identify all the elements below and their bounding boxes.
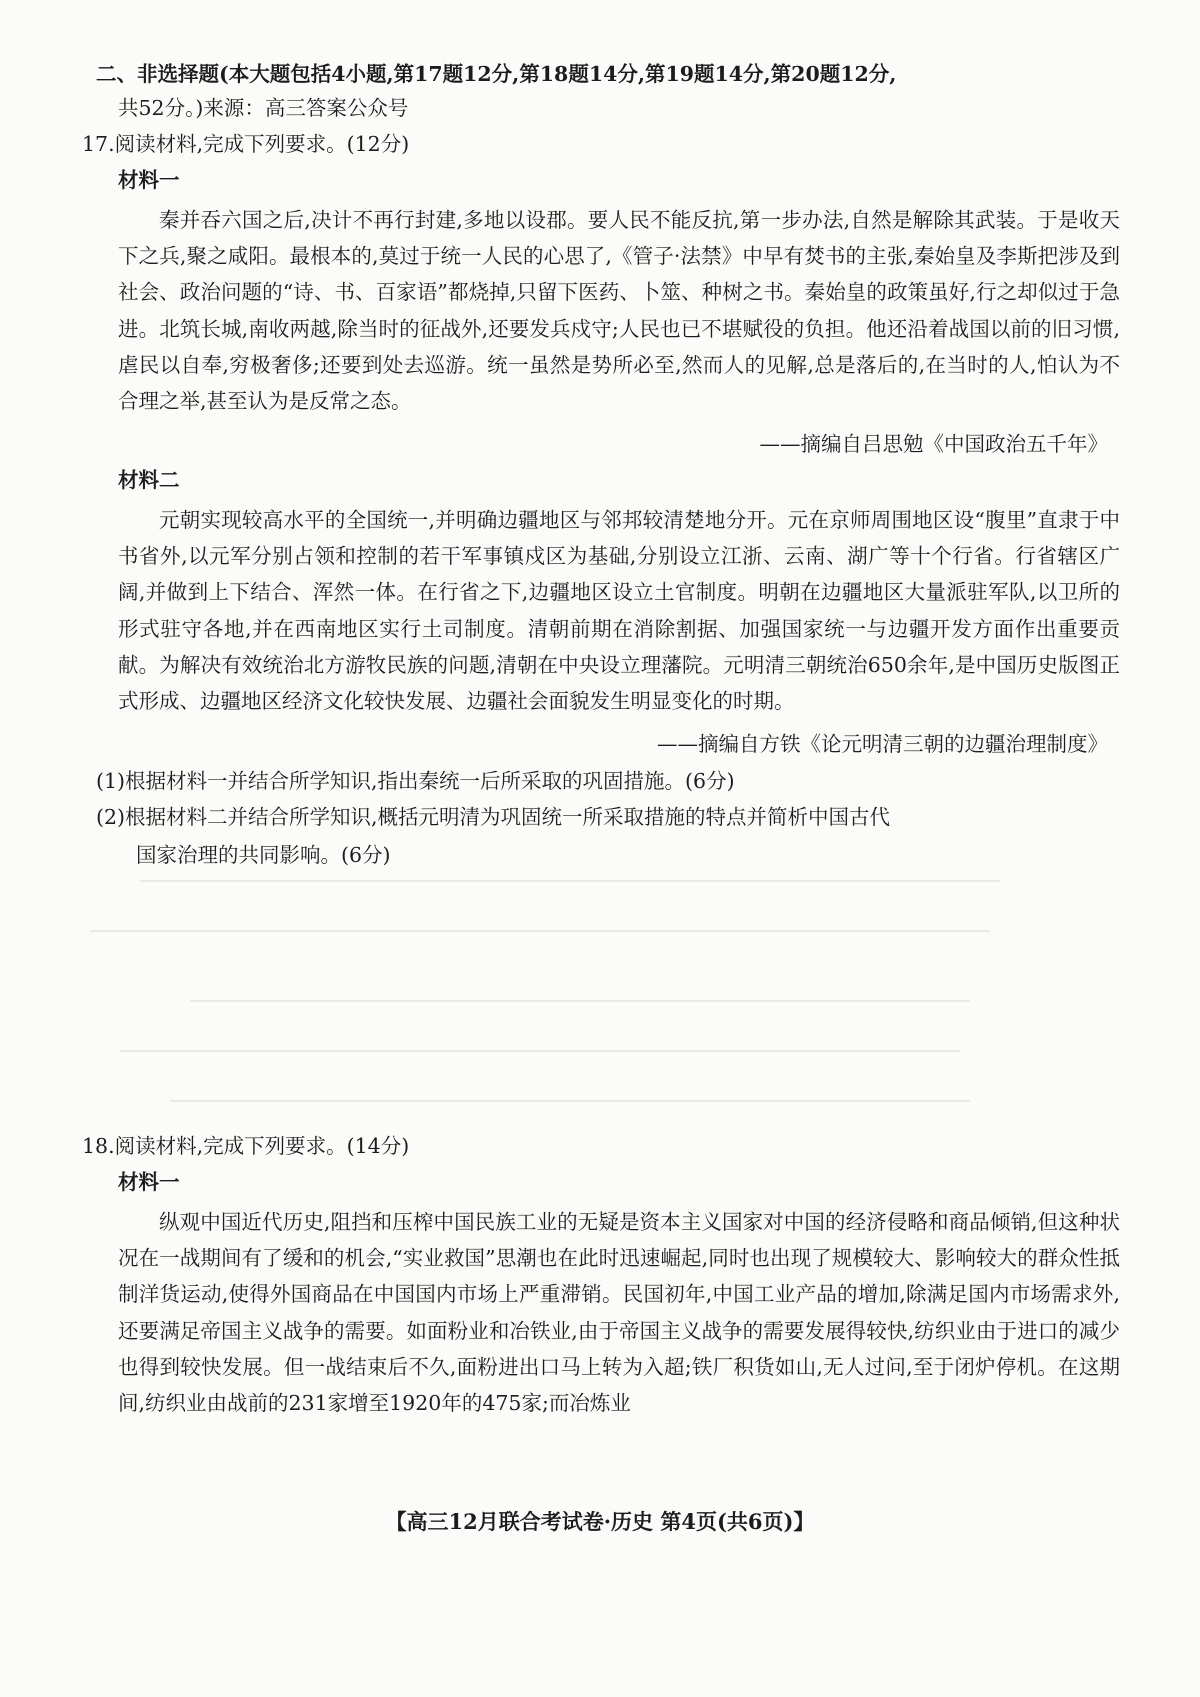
section-heading-line1: 二、非选择题(本大题包括4小题,第17题12分,第18题14分,第19题14分,第20题12分, [96,62,897,86]
scan-noise [170,1100,970,1102]
scan-noise [120,1050,960,1052]
q17-material1-text: 秦并吞六国之后,决计不再行封建,多地以设郡。要人民不能反抗,第一步办法,自然是解除其武装。于是收天下之兵,聚之咸阳。最根本的,莫过于统一人民的心思了,《管子·法禁》中早有焚书的主张,秦始皇及李斯把涉及到社会、政治问题的“诗、书、百家语”都烧掉,只留下医药、卜筮、种树之书。秦始皇的政策虽好,行之却似过于急进。北筑长城,南收两越,除当时的征战外,还要发兵戍守;人民也已不堪赋役的负担。他还沿着战国以前的旧习惯,虐民以自奉,穷极奢侈;还要到处去巡游。统一虽然是势所必至,然而人的见解,总是落后的,在当时的人,怕认为不合理之举,甚至认为是反常之态。 [118,208,1120,414]
q17-material1-label: 材料一 [118,168,180,192]
q17-subquestion-2-line2: 国家治理的共同影响。(6分) [136,843,391,867]
section-heading-line2: 共52分。)来源：高三答案公众号 [118,96,409,120]
scan-noise [90,930,990,932]
scan-noise [140,880,1000,882]
q17-material2-source: ——摘编自方铁《论元明清三朝的边疆治理制度》 [657,732,1108,756]
page-footer: 【高三12月联合考试卷·历史 第4页(共6页)】 [385,1509,815,1534]
q18-title: 18.阅读材料,完成下列要求。(14分) [82,1134,410,1158]
q17-material2-label: 材料二 [118,468,180,492]
q17-subquestion-2-line1: (2)根据材料二并结合所学知识,概括元明清为巩固统一所采取措施的特点并简析中国古代 [96,805,891,829]
q18-material1-text: 纵观中国近代历史,阻挡和压榨中国民族工业的无疑是资本主义国家对中国的经济侵略和商品倾销,但这种状况在一战期间有了缓和的机会,“实业救国”思潮也在此时迅速崛起,同时也出现了规模较大、影响较大的群众性抵制洋货运动,使得外国商品在中国国内市场上严重滞销。民国初年,中国工业产品的增加,除满足国内市场需求外,还要满足帝国主义战争的需要。如面粉业和冶铁业,由于帝国主义战争的需要发展得较快,纺织业由于进口的减少也得到较快发展。但一战结束后不久,面粉进出口马上转为入超;铁厂积货如山,无人过问,至于闭炉停机。在这期间,纺织业由战前的231家增至1920年的475家;而冶炼业 [118,1210,1120,1416]
q17-material2-text: 元朝实现较高水平的全国统一,并明确边疆地区与邻邦较清楚地分开。元在京师周围地区设“腹里”直隶于中书省外,以元军分别占领和控制的若干军事镇戍区为基础,分别设立江浙、云南、湖广等十个行省。行省辖区广阔,并做到上下结合、浑然一体。在行省之下,边疆地区设立土官制度。明朝在边疆地区大量派驻军队,以卫所的形式驻守各地,并在西南地区实行土司制度。清朝前期在消除割据、加强国家统一与边疆开发方面作出重要贡献。为解决有效统治北方游牧民族的问题,清朝在中央设立理藩院。元明清三朝统治650余年,是中国历史版图正式形成、边疆地区经济文化较快发展、边疆社会面貌发生明显变化的时期。 [118,508,1120,714]
q17-subquestion-2 [96,798,1120,874]
q17-material1-source: ——摘编自吕思勉《中国政治五千年》 [759,432,1108,456]
scan-noise [190,1000,970,1002]
q17-title: 17.阅读材料,完成下列要求。(12分) [82,132,410,156]
q17-subquestion-1: (1)根据材料一并结合所学知识,指出秦统一后所采取的巩固措施。(6分) [96,769,735,793]
q18-material1-label: 材料一 [118,1170,180,1194]
